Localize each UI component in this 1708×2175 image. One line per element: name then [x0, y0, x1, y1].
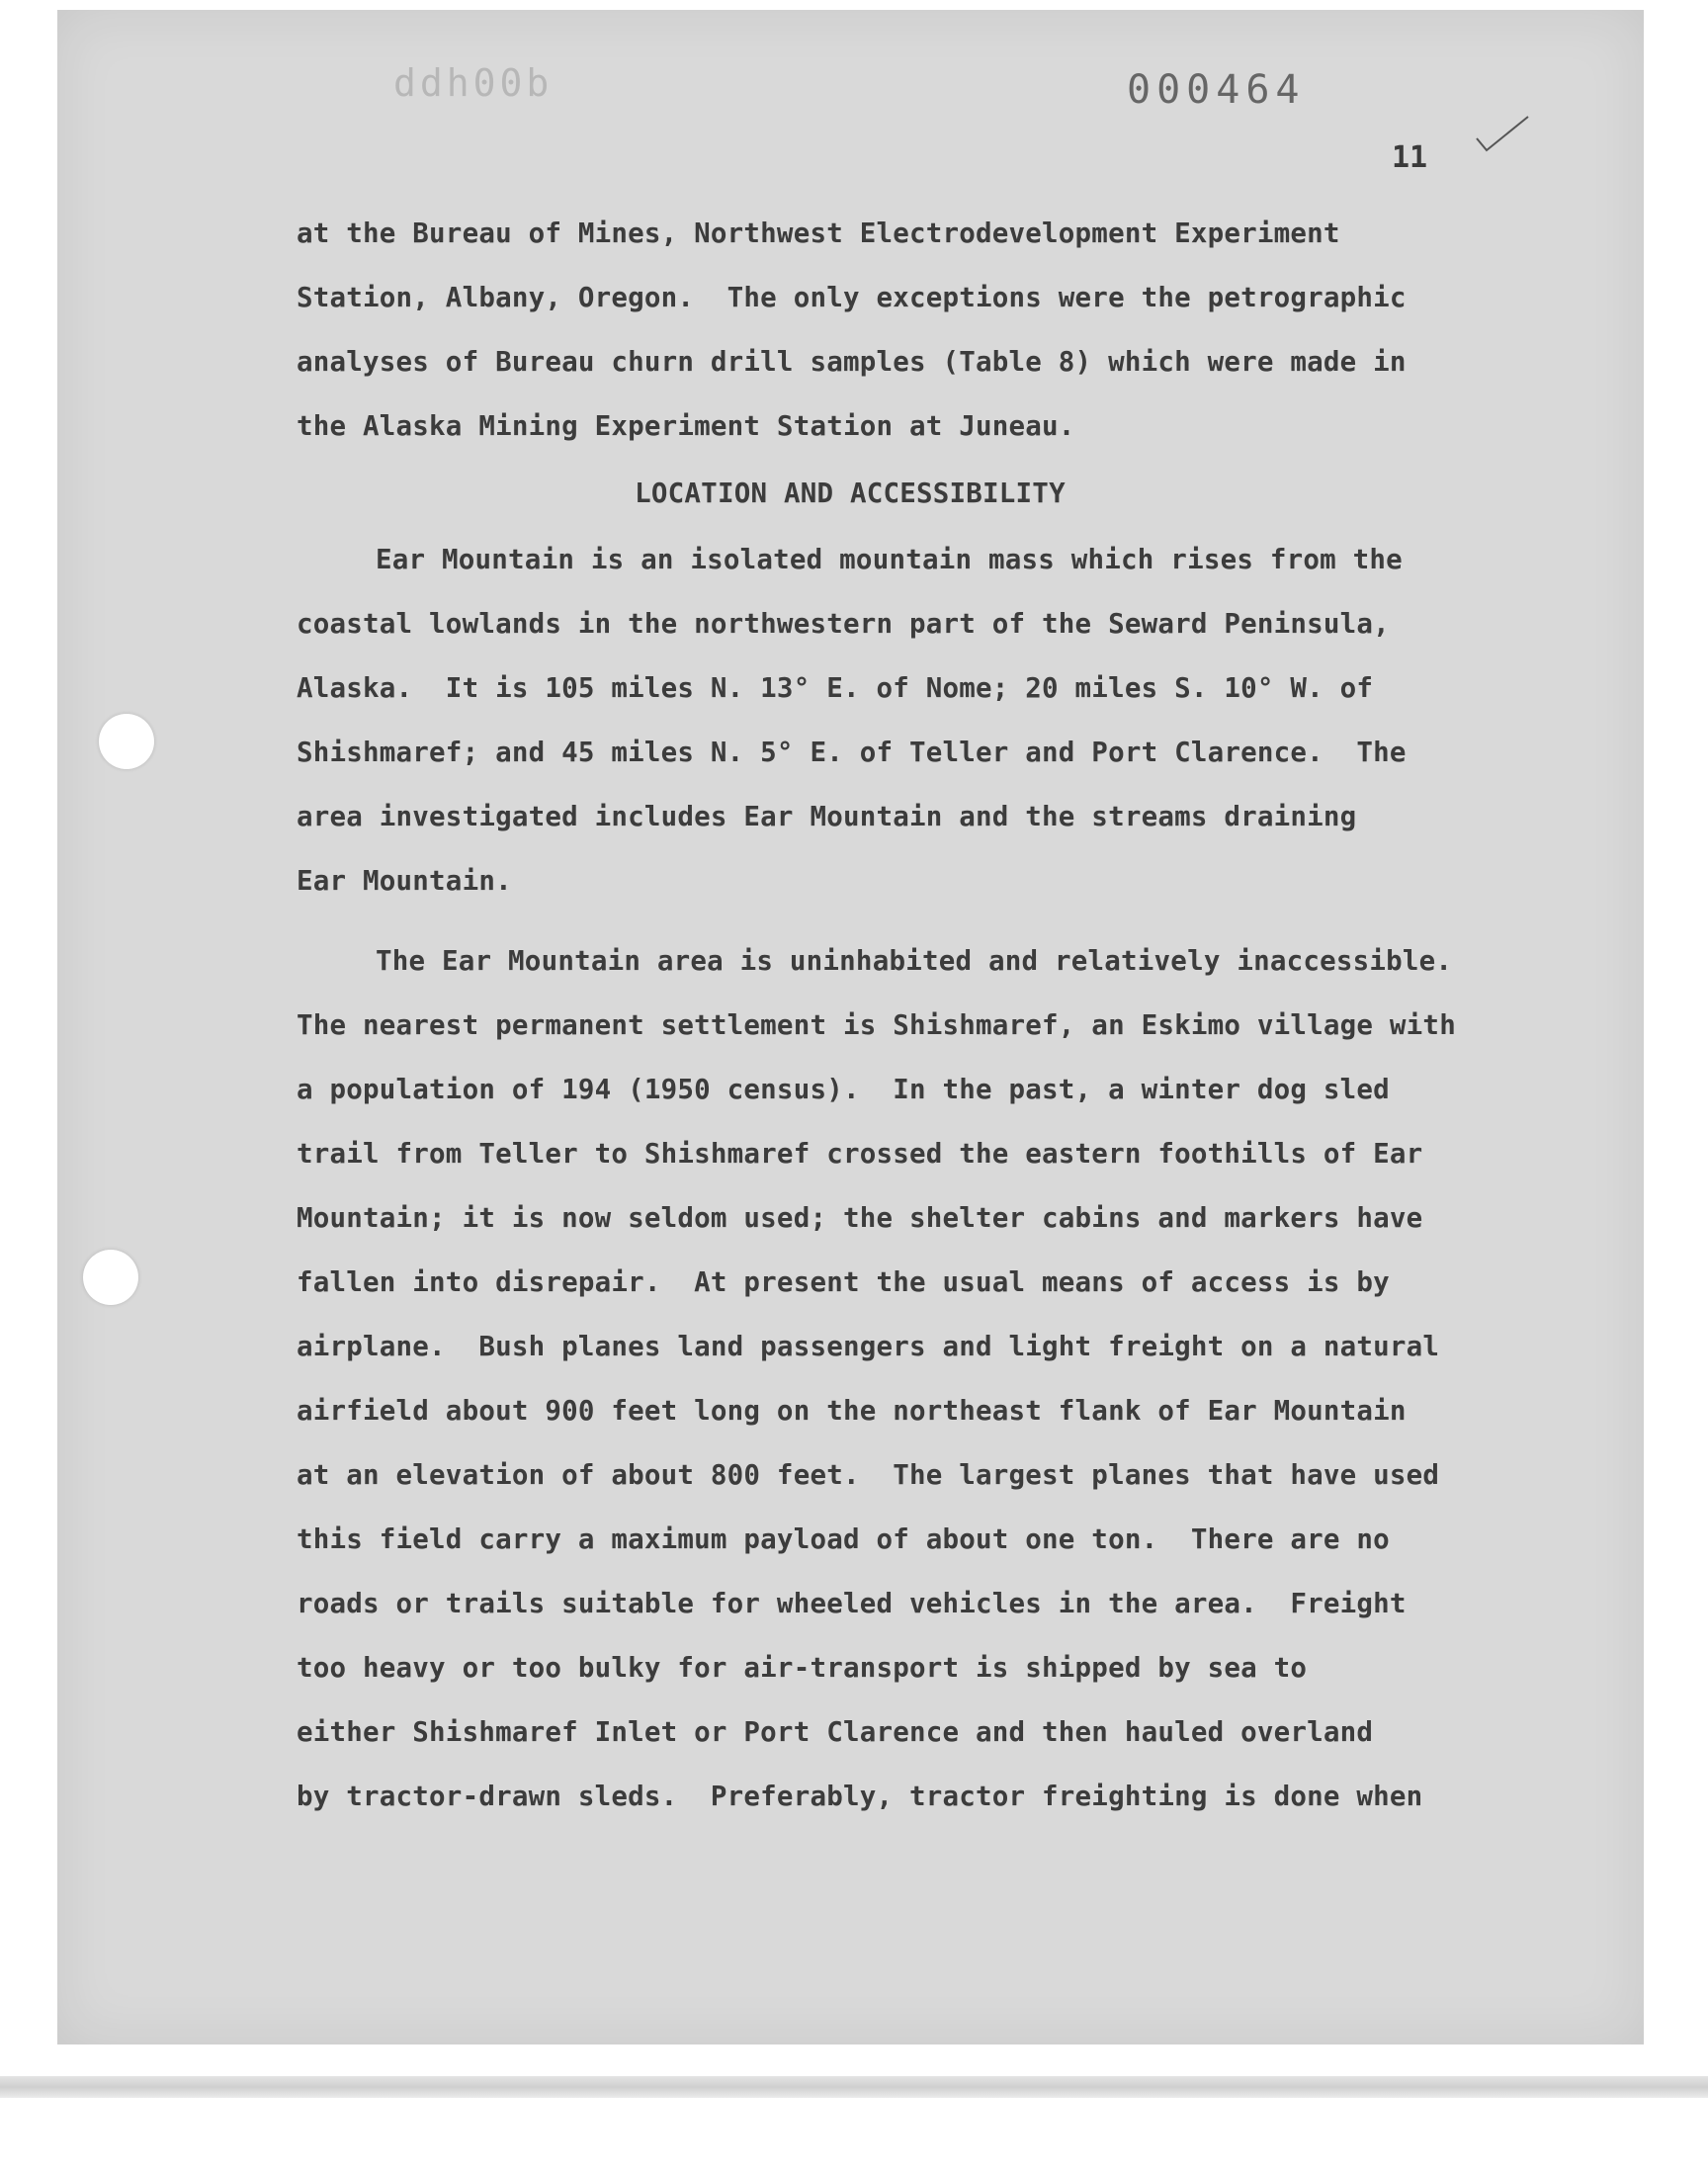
paragraph-intro	[297, 202, 1483, 459]
text-line: either Shishmaref Inlet or Port Clarence and then hauled overland	[297, 1716, 1374, 1748]
document-number-stamp: 000464	[1127, 67, 1306, 113]
faint-document-stamp: ddh00b	[393, 61, 554, 105]
text-line: Shishmaref; and 45 miles N. 5° E. of Teller and Port Clarence. The	[297, 737, 1407, 768]
scanner-edge-strip	[0, 2076, 1708, 2098]
text-line: at the Bureau of Mines, Northwest Electrodevelopment Experiment	[297, 218, 1340, 249]
text-line: the Alaska Mining Experiment Station at Juneau.	[297, 410, 1075, 442]
text-line: analyses of Bureau churn drill samples (Table 8) which were made in	[297, 346, 1407, 378]
check-mark-icon	[1473, 111, 1532, 160]
text-line: airfield about 900 feet long on the northeast flank of Ear Mountain	[297, 1395, 1407, 1427]
text-line: Ear Mountain.	[297, 865, 512, 897]
text-line: roads or trails suitable for wheeled vehicles in the area. Freight	[297, 1588, 1407, 1619]
text-line: this field carry a maximum payload of about one ton. There are no	[297, 1523, 1390, 1555]
text-line: airplane. Bush planes land passengers and light freight on a natural	[297, 1331, 1440, 1362]
text-line: too heavy or too bulky for air-transport is shipped by sea to	[297, 1652, 1308, 1684]
text-line: Alaska. It is 105 miles N. 13° E. of Nome; 20 miles S. 10° W. of	[297, 672, 1374, 704]
section-heading: LOCATION AND ACCESSIBILITY	[635, 478, 1066, 509]
text-line: The nearest permanent settlement is Shishmaref, an Eskimo village with	[297, 1009, 1456, 1041]
punch-hole-bottom	[83, 1250, 138, 1305]
text-line: area investigated includes Ear Mountain and the streams draining	[297, 801, 1357, 832]
text-line: Ear Mountain is an isolated mountain mass which rises from the	[376, 544, 1403, 575]
text-line: by tractor-drawn sleds. Preferably, tractor freighting is done when	[297, 1781, 1423, 1812]
text-line: trail from Teller to Shishmaref crossed the eastern foothills of Ear	[297, 1138, 1423, 1170]
text-line: Station, Albany, Oregon. The only exceptions were the petrographic	[297, 282, 1407, 313]
text-line: Mountain; it is now seldom used; the shelter cabins and markers have	[297, 1202, 1423, 1234]
paragraph-accessibility	[297, 929, 1483, 1829]
text-line: at an elevation of about 800 feet. The largest planes that have used	[297, 1459, 1440, 1491]
text-line: fallen into disrepair. At present the usual means of access is by	[297, 1266, 1390, 1298]
document-body	[297, 202, 1483, 1829]
paragraph-location	[297, 528, 1483, 914]
text-line: The Ear Mountain area is uninhabited and relatively inaccessible.	[376, 945, 1453, 977]
punch-hole-top	[99, 714, 154, 769]
text-line: coastal lowlands in the northwestern part of the Seward Peninsula,	[297, 608, 1390, 640]
page-number: 11	[1392, 140, 1428, 175]
paragraph-gap	[297, 914, 1483, 929]
text-line: a population of 194 (1950 census). In the past, a winter dog sled	[297, 1074, 1390, 1105]
